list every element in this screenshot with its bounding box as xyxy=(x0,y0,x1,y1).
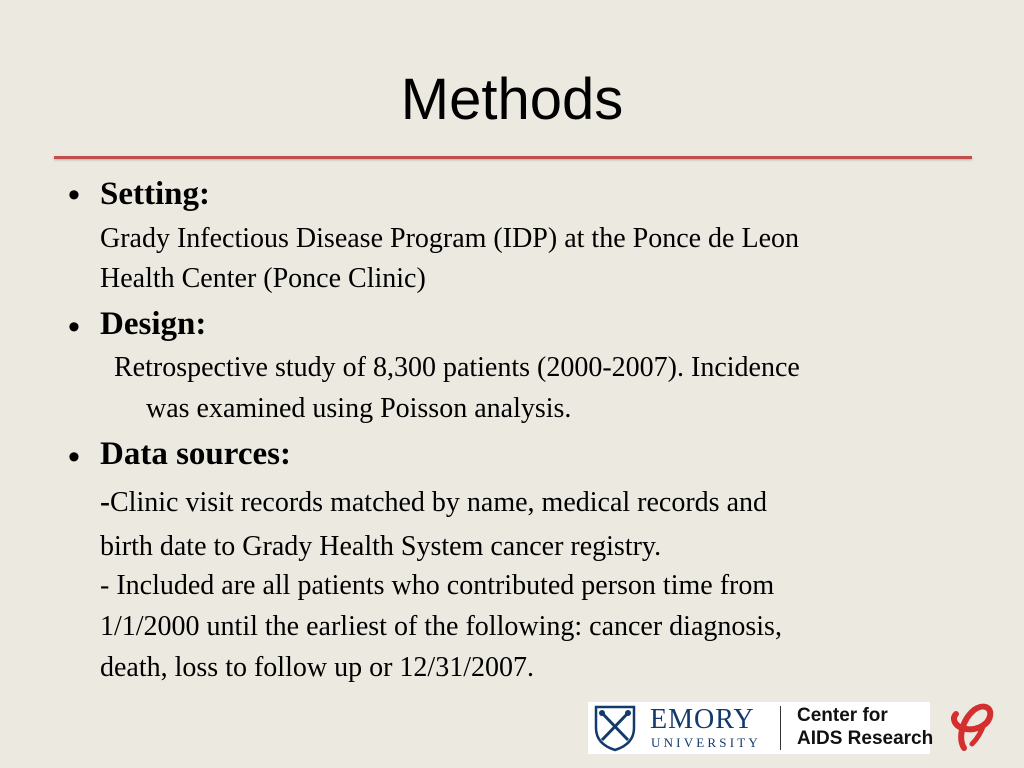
setting-line-2: Health Center (Ponce Clinic) xyxy=(100,263,426,294)
title-divider xyxy=(54,156,972,159)
university-wordmark: UNIVERSITY xyxy=(651,735,761,750)
section-heading-setting: Setting: xyxy=(100,176,210,212)
setting-line-1: Grady Infectious Disease Program (IDP) at the Ponce de Leon xyxy=(100,223,800,254)
data-sources-line-3: - Included are all patients who contributed person time from xyxy=(100,570,775,601)
dash-mark: - xyxy=(100,485,110,518)
slide-title: Methods xyxy=(400,67,624,132)
section-heading-data-sources: Data sources: xyxy=(100,436,291,472)
design-line-1: Retrospective study of 8,300 patients (2000-2007). Incidence xyxy=(114,352,800,383)
data-sources-line-2: birth date to Grady Health System cancer registry. xyxy=(100,531,662,562)
data-sources-line-5: death, loss to follow up or 12/31/2007. xyxy=(100,652,534,683)
design-line-2: was examined using Poisson analysis. xyxy=(146,393,572,424)
data-sources-line-4: 1/1/2000 until the earliest of the following: cancer diagnosis, xyxy=(100,611,782,642)
section-heading-design: Design: xyxy=(100,306,207,342)
data-sources-line-1-text: Clinic visit records matched by name, medical records and xyxy=(110,487,768,518)
red-ribbon-icon xyxy=(944,698,1000,754)
emory-shield-icon xyxy=(590,704,640,752)
emory-wordmark: EMORY xyxy=(650,704,755,735)
bullet-icon: • xyxy=(68,308,80,346)
data-sources-line-1 xyxy=(100,482,767,523)
center-for-label: Center for xyxy=(797,705,888,726)
emory-cfar-logo xyxy=(588,702,934,754)
logo-divider xyxy=(780,706,781,750)
aids-research-label: AIDS Research xyxy=(797,728,934,749)
bullet-icon: • xyxy=(68,438,80,476)
bullet-icon: • xyxy=(68,176,80,214)
